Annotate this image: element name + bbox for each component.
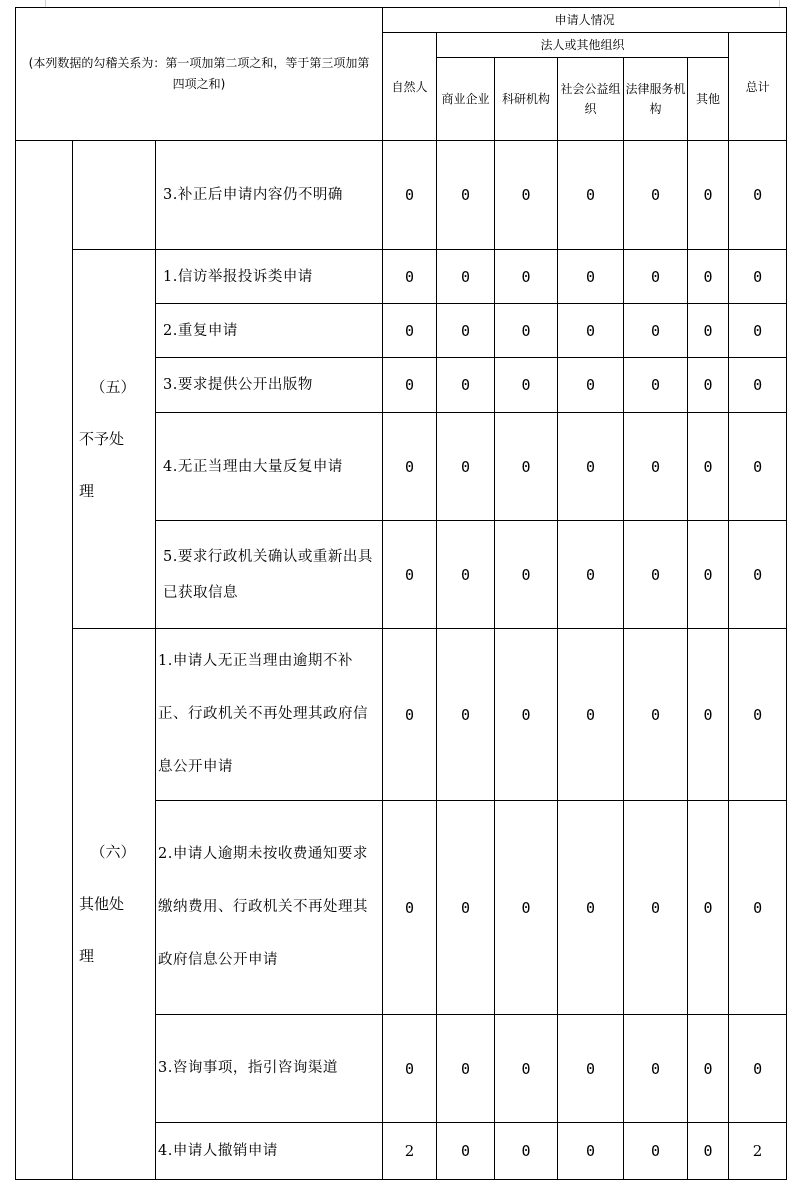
value-cell: 0 xyxy=(558,1123,624,1180)
value-cell: 0 xyxy=(624,521,688,629)
value-cell: 0 xyxy=(383,304,437,358)
header-note: (本列数据的勾稽关系为：第一项加第二项之和，等于第三项加第四项之和) xyxy=(28,56,370,91)
item-label: 1.申请人无正当理由逾期不补正、行政机关不再处理其政府信息公开申请 xyxy=(156,629,383,801)
value-cell: 0 xyxy=(437,304,495,358)
col-other xyxy=(688,58,729,141)
value-cell: 0 xyxy=(495,358,558,413)
value-cell: 0 xyxy=(383,521,437,629)
value-cell: 0 xyxy=(624,629,688,801)
value-cell: 0 xyxy=(495,801,558,1015)
value-cell: 0 xyxy=(688,304,729,358)
header-applicant-situation xyxy=(383,8,787,33)
value-cell: 0 xyxy=(624,413,688,521)
item-label: 4.无正当理由大量反复申请 xyxy=(156,413,383,521)
value-cell: 0 xyxy=(383,250,437,304)
value-cell: 0 xyxy=(688,1015,729,1123)
value-cell: 0 xyxy=(558,304,624,358)
value-cell: 2 xyxy=(383,1123,437,1180)
value-cell: 0 xyxy=(437,358,495,413)
value-cell: 0 xyxy=(729,629,787,801)
category-label: 理 xyxy=(79,482,95,500)
value-cell: 0 xyxy=(495,141,558,250)
col-label: 法律服务机构 xyxy=(625,82,686,116)
value-cell: 0 xyxy=(688,629,729,801)
value-cell: 0 xyxy=(495,629,558,801)
category-not-processed xyxy=(73,250,156,629)
value-cell: 0 xyxy=(558,358,624,413)
value-cell: 0 xyxy=(495,413,558,521)
value-cell: 0 xyxy=(495,521,558,629)
category-label: 其他处 xyxy=(79,895,125,913)
value-cell: 0 xyxy=(558,1015,624,1123)
gov-info-disclosure-table xyxy=(15,7,787,1180)
value-cell: 0 xyxy=(729,801,787,1015)
value-cell: 0 xyxy=(437,629,495,801)
value-cell: 0 xyxy=(437,1123,495,1180)
value-cell: 0 xyxy=(383,413,437,521)
value-cell: 0 xyxy=(495,1015,558,1123)
value-cell: 0 xyxy=(624,1123,688,1180)
category-continued-cell xyxy=(73,141,156,250)
value-cell: 0 xyxy=(437,1015,495,1123)
value-cell: 0 xyxy=(729,521,787,629)
col-public-welfare-org xyxy=(558,58,624,141)
value-cell: 0 xyxy=(383,801,437,1015)
value-cell: 0 xyxy=(558,250,624,304)
col-label: 总计 xyxy=(745,79,770,94)
header-applicant-situation-label: 申请人情况 xyxy=(554,13,615,27)
header-note-cell xyxy=(16,8,383,141)
value-cell: 0 xyxy=(495,1123,558,1180)
value-cell: 0 xyxy=(729,413,787,521)
value-cell: 0 xyxy=(558,521,624,629)
value-cell: 0 xyxy=(383,1015,437,1123)
item-label: 2.重复申请 xyxy=(156,304,383,358)
category-label: （五） xyxy=(90,378,136,396)
col-label: 商业企业 xyxy=(441,92,490,106)
value-cell: 0 xyxy=(729,141,787,250)
item-label: 3.要求提供公开出版物 xyxy=(156,358,383,413)
table-row xyxy=(16,141,787,250)
category-other-processing xyxy=(73,629,156,1180)
col-natural-person xyxy=(383,33,437,141)
col-label: 社会公益组织 xyxy=(560,82,621,116)
value-cell: 0 xyxy=(688,801,729,1015)
value-cell: 0 xyxy=(688,141,729,250)
value-cell: 0 xyxy=(729,1015,787,1123)
value-cell: 0 xyxy=(437,521,495,629)
col-label: 科研机构 xyxy=(502,92,551,106)
value-cell: 0 xyxy=(495,250,558,304)
value-cell: 0 xyxy=(437,141,495,250)
value-cell: 0 xyxy=(729,358,787,413)
value-cell: 0 xyxy=(624,141,688,250)
item-label: 5.要求行政机关确认或重新出具已获取信息 xyxy=(156,521,383,629)
header-legal-group-label: 法人或其他组织 xyxy=(540,38,625,52)
col-label: 自然人 xyxy=(391,79,428,94)
col-legal-service-org xyxy=(624,58,688,141)
value-cell: 0 xyxy=(437,250,495,304)
page-guide-lines xyxy=(45,0,780,7)
col-research-institution xyxy=(495,58,558,141)
value-cell: 0 xyxy=(624,250,688,304)
col-commercial-enterprise xyxy=(437,58,495,141)
value-cell: 0 xyxy=(558,801,624,1015)
value-cell: 0 xyxy=(437,413,495,521)
value-cell: 0 xyxy=(437,801,495,1015)
value-cell: 0 xyxy=(688,358,729,413)
value-cell: 0 xyxy=(383,141,437,250)
value-cell: 0 xyxy=(383,358,437,413)
table-row xyxy=(16,250,787,304)
header-legal-group xyxy=(437,33,729,58)
item-label: 3.咨询事项，指引咨询渠道 xyxy=(156,1015,383,1123)
table-row xyxy=(16,629,787,801)
item-label: 1.信访举报投诉类申请 xyxy=(156,250,383,304)
value-cell: 0 xyxy=(688,521,729,629)
value-cell: 0 xyxy=(624,1015,688,1123)
value-cell: 0 xyxy=(624,304,688,358)
value-cell: 0 xyxy=(383,629,437,801)
category-label: （六） xyxy=(90,843,136,861)
value-cell: 0 xyxy=(624,358,688,413)
value-cell: 0 xyxy=(688,250,729,304)
item-label: 3.补正后申请内容仍不明确 xyxy=(156,141,383,250)
category-label: 不予处 xyxy=(79,430,125,448)
value-cell: 0 xyxy=(558,413,624,521)
value-cell: 0 xyxy=(624,801,688,1015)
value-cell: 0 xyxy=(688,1123,729,1180)
value-cell: 0 xyxy=(688,413,729,521)
value-cell: 0 xyxy=(729,304,787,358)
item-label: 4.申请人撤销申请 xyxy=(156,1123,383,1180)
item-label: 2.申请人逾期未按收费通知要求缴纳费用、行政机关不再处理其政府信息公开申请 xyxy=(156,801,383,1015)
value-cell: 0 xyxy=(495,304,558,358)
outer-category-cell xyxy=(16,141,73,1180)
value-cell: 0 xyxy=(558,141,624,250)
category-label: 理 xyxy=(79,947,95,965)
col-label: 其他 xyxy=(696,92,721,106)
value-cell: 2 xyxy=(729,1123,787,1180)
value-cell: 0 xyxy=(729,250,787,304)
value-cell: 0 xyxy=(558,629,624,801)
col-total xyxy=(729,33,787,141)
